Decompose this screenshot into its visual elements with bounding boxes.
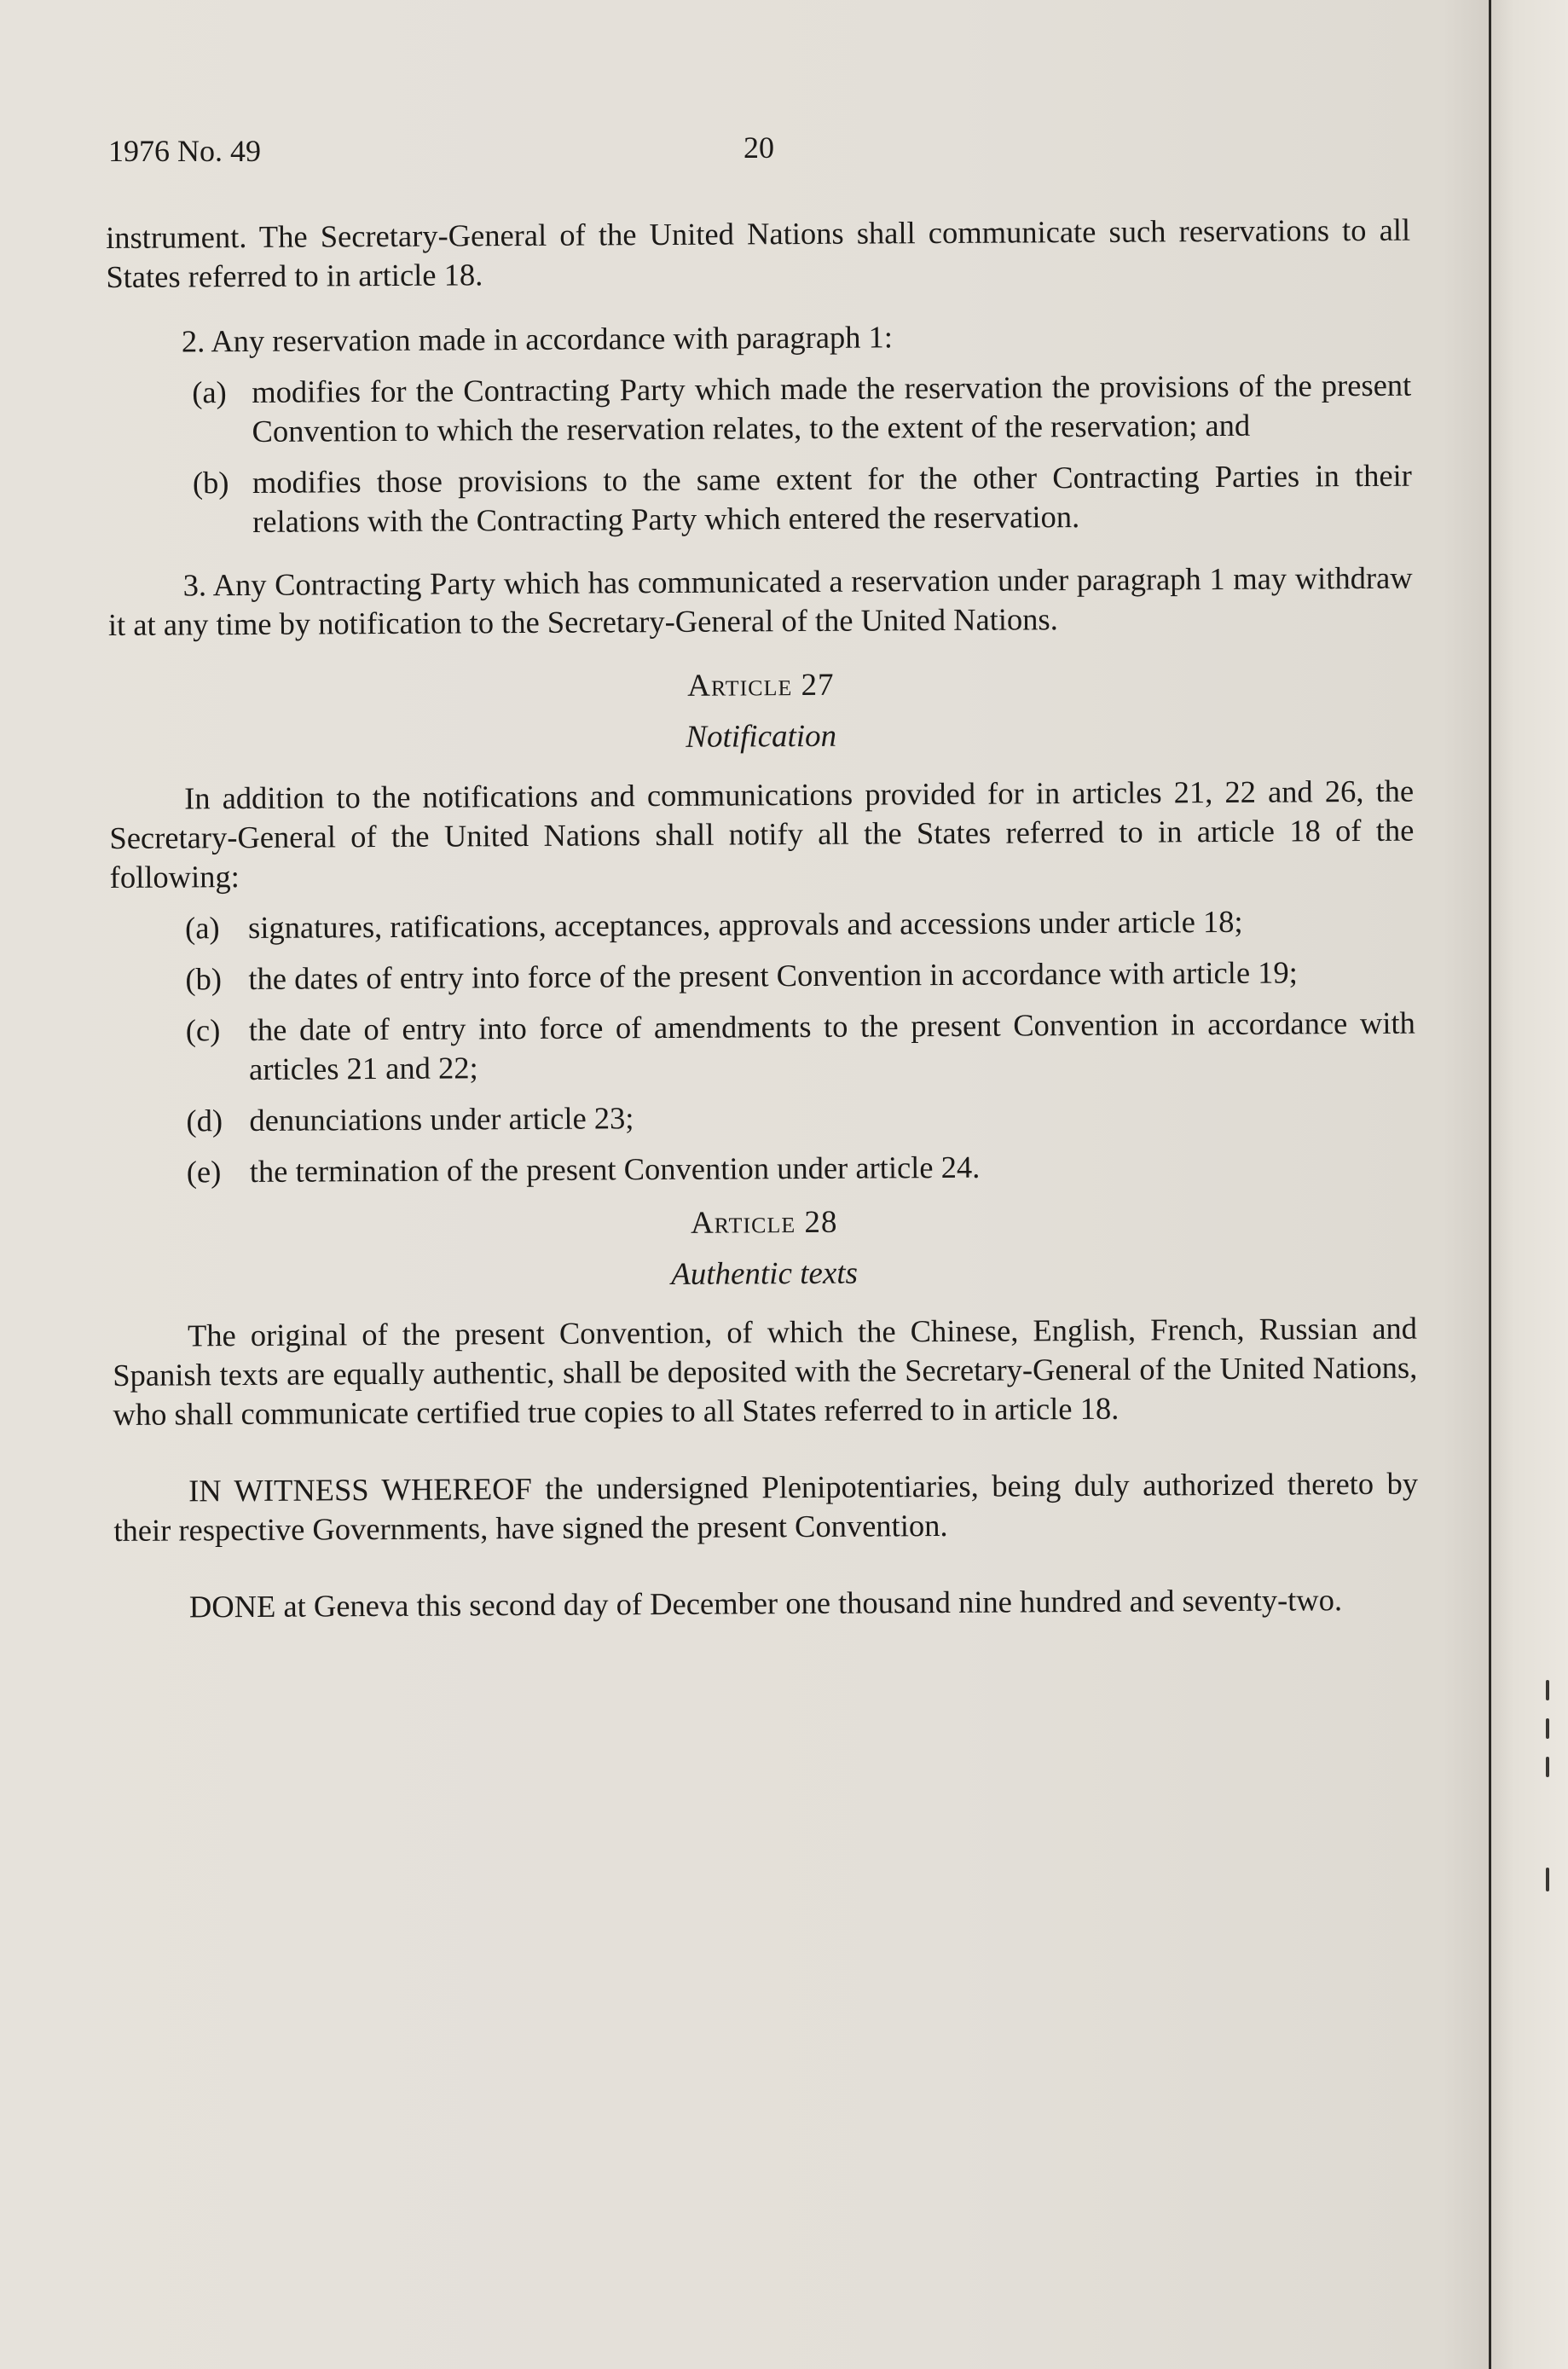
list-item <box>112 1145 1416 1192</box>
done-clause: DONE at Geneva this second day of December one thousand nine hundred and seventy-two. <box>188 1582 1343 1625</box>
item-text: signatures, ratifications, acceptances, approvals and accessions under article 18; <box>247 903 1243 945</box>
edge-mark <box>1546 1757 1549 1777</box>
item-label: (b) <box>185 961 223 997</box>
article-title: Authentic texts <box>671 1255 859 1292</box>
list-item <box>111 1004 1416 1090</box>
article-27-intro: In addition to the notifications and communications provided for in articles 21, 22 and 26, the Secretary-General of the United Nations shall notify all the States referred to in article 18 of the following: <box>109 773 1415 895</box>
article-heading: Article 28 <box>690 1204 838 1241</box>
document-reference: 1976 No. 49 <box>108 134 261 168</box>
page-body <box>106 211 1419 1653</box>
item-label: (e) <box>186 1154 222 1190</box>
edge-mark <box>1546 1868 1549 1891</box>
article-title: Notification <box>686 718 837 755</box>
item-label: (a) <box>192 374 227 410</box>
list-item <box>111 1094 1415 1141</box>
list-item <box>110 953 1415 999</box>
item-label: (c) <box>185 1012 221 1048</box>
paragraph-2-intro: 2. Any reservation made in accordance with paragraph 1: <box>181 319 894 359</box>
article-heading: Article 27 <box>687 667 835 704</box>
item-text: the date of entry into force of amendments to the present Convention in accordance with articles 21 and 22; <box>248 1005 1415 1086</box>
page-number: 20 <box>743 130 774 165</box>
item-label: (d) <box>186 1103 223 1138</box>
item-text: denunciations under article 23; <box>249 1100 634 1138</box>
item-text: modifies those provisions to the same extent for the other Contracting Parties in their relations with the Contracting Party which entered the reservation. <box>252 457 1412 539</box>
continued-paragraph: instrument. The Secretary-General of the United Nations shall communicate such reservations to all States referred to in article 18. <box>106 211 1411 294</box>
list-item <box>110 901 1415 948</box>
item-text: modifies for the Contracting Party which made the reservation the provisions of the present Convention to which the reservation relates, to the extent of the reservation; and <box>252 367 1412 449</box>
binding-edge <box>1489 0 1568 2369</box>
item-label: (b) <box>192 465 229 501</box>
edge-mark <box>1546 1718 1549 1739</box>
list-item <box>107 366 1412 452</box>
paragraph-3: 3. Any Contracting Party which has communicated a reservation under paragraph 1 may withdraw it at any time by notification to the Secretary-General of the United Nations. <box>107 559 1413 642</box>
list-item <box>107 456 1413 542</box>
article-28-text: The original of the present Convention, of which the Chinese, English, French, Russian and Spanish texts are equally authentic, shall be deposited with the Secretary-General of the United Nations, who shall communicate certified true copies to all States referred to in article 18. <box>113 1310 1418 1432</box>
item-text: the termination of the present Convention under article 24. <box>249 1149 981 1189</box>
witness-clause: IN WITNESS WHEREOF the undersigned Plenipotentiaries, being duly authorized thereto by their respective Governments, have signed the present Convention. <box>113 1465 1419 1548</box>
edge-mark <box>1546 1680 1549 1700</box>
page-header <box>108 130 1438 176</box>
item-label: (a) <box>184 910 220 946</box>
item-text: the dates of entry into force of the present Convention in accordance with article 19; <box>248 954 1298 996</box>
